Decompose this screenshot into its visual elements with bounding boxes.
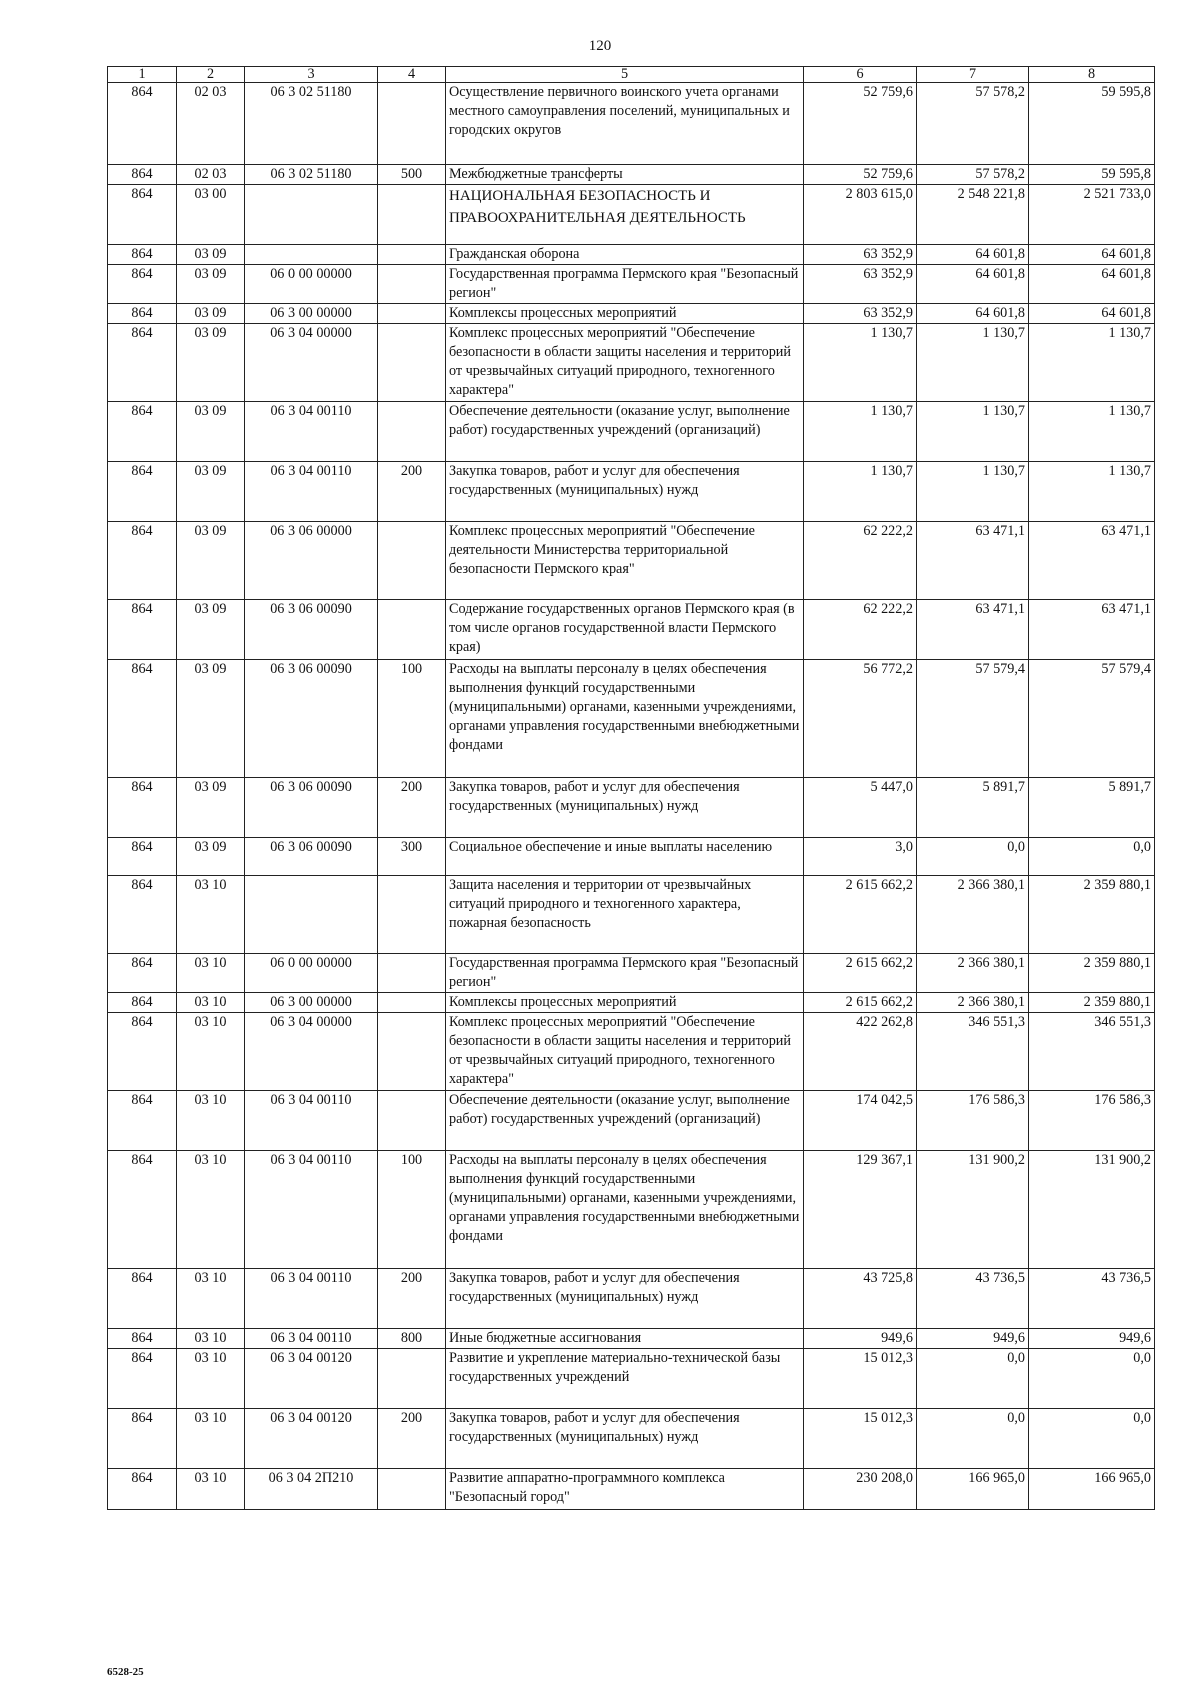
amount-2026-cell: 2 366 380,1 — [917, 876, 1029, 954]
expense-type-code-cell: 100 — [378, 1151, 446, 1269]
publisher-code-cell: 864 — [108, 1409, 177, 1469]
amount-2027-cell: 59 595,8 — [1029, 165, 1155, 185]
amount-2027-cell: 64 601,8 — [1029, 245, 1155, 265]
target-article-code-cell: 06 3 04 00110 — [245, 1269, 378, 1329]
description-cell: Государственная программа Пермского края "Безопасный регион" — [446, 265, 804, 304]
amount-2025-cell: 1 130,7 — [804, 324, 917, 402]
column-header: 1 — [108, 67, 177, 83]
target-article-code-cell: 06 3 06 00090 — [245, 600, 378, 660]
table-row — [108, 778, 1155, 838]
amount-2027-cell: 63 471,1 — [1029, 522, 1155, 600]
description-cell: Закупка товаров, работ и услуг для обеспечения государственных (муниципальных) нужд — [446, 778, 804, 838]
expense-type-code-cell: 800 — [378, 1329, 446, 1349]
section-code-cell: 03 10 — [177, 1349, 245, 1409]
amount-2027-cell: 1 130,7 — [1029, 324, 1155, 402]
publisher-code-cell: 864 — [108, 1349, 177, 1409]
description-cell: Комплекс процессных мероприятий "Обеспечение безопасности в области защиты населения и территорий от чрезвычайных ситуаций природного, техногенного характера" — [446, 1013, 804, 1091]
section-code-cell: 03 10 — [177, 1151, 245, 1269]
table-row — [108, 838, 1155, 876]
section-code-cell: 03 10 — [177, 1469, 245, 1510]
publisher-code-cell: 864 — [108, 304, 177, 324]
amount-2026-cell: 43 736,5 — [917, 1269, 1029, 1329]
section-code-cell: 03 09 — [177, 265, 245, 304]
amount-2027-cell: 5 891,7 — [1029, 778, 1155, 838]
amount-2027-cell: 2 359 880,1 — [1029, 954, 1155, 993]
section-code-cell: 03 00 — [177, 185, 245, 245]
target-article-code-cell — [245, 876, 378, 954]
target-article-code-cell: 06 0 00 00000 — [245, 954, 378, 993]
table-row — [108, 1269, 1155, 1329]
expense-type-code-cell — [378, 954, 446, 993]
amount-2025-cell: 422 262,8 — [804, 1013, 917, 1091]
section-code-cell: 03 09 — [177, 304, 245, 324]
amount-2027-cell: 57 579,4 — [1029, 660, 1155, 778]
column-header: 8 — [1029, 67, 1155, 83]
amount-2025-cell: 15 012,3 — [804, 1409, 917, 1469]
amount-2025-cell: 949,6 — [804, 1329, 917, 1349]
amount-2025-cell: 5 447,0 — [804, 778, 917, 838]
table-row — [108, 462, 1155, 522]
amount-2026-cell: 131 900,2 — [917, 1151, 1029, 1269]
expense-type-code-cell — [378, 402, 446, 462]
target-article-code-cell: 06 3 04 00000 — [245, 1013, 378, 1091]
expense-type-code-cell — [378, 1013, 446, 1091]
section-code-cell: 03 09 — [177, 660, 245, 778]
expense-type-code-cell: 200 — [378, 1409, 446, 1469]
amount-2025-cell: 1 130,7 — [804, 402, 917, 462]
column-header: 3 — [245, 67, 378, 83]
table-row — [108, 1349, 1155, 1409]
publisher-code-cell: 864 — [108, 778, 177, 838]
publisher-code-cell: 864 — [108, 1329, 177, 1349]
amount-2027-cell: 0,0 — [1029, 1349, 1155, 1409]
publisher-code-cell: 864 — [108, 245, 177, 265]
section-code-cell: 03 09 — [177, 838, 245, 876]
column-header: 6 — [804, 67, 917, 83]
amount-2027-cell: 1 130,7 — [1029, 462, 1155, 522]
target-article-code-cell: 06 3 04 00110 — [245, 1151, 378, 1269]
target-article-code-cell: 06 3 04 00110 — [245, 1091, 378, 1151]
description-cell: НАЦИОНАЛЬНАЯ БЕЗОПАСНОСТЬ И ПРАВООХРАНИТЕЛЬНАЯ ДЕЯТЕЛЬНОСТЬ — [446, 185, 804, 245]
amount-2026-cell: 64 601,8 — [917, 245, 1029, 265]
amount-2026-cell: 949,6 — [917, 1329, 1029, 1349]
description-cell: Гражданская оборона — [446, 245, 804, 265]
amount-2026-cell: 57 579,4 — [917, 660, 1029, 778]
amount-2025-cell: 2 615 662,2 — [804, 954, 917, 993]
section-code-cell: 03 09 — [177, 402, 245, 462]
amount-2026-cell: 2 366 380,1 — [917, 954, 1029, 993]
section-code-cell: 03 10 — [177, 876, 245, 954]
table-row — [108, 265, 1155, 304]
target-article-code-cell: 06 3 06 00090 — [245, 838, 378, 876]
table-row — [108, 954, 1155, 993]
amount-2025-cell: 62 222,2 — [804, 600, 917, 660]
amount-2027-cell: 949,6 — [1029, 1329, 1155, 1349]
description-cell: Комплекс процессных мероприятий "Обеспечение деятельности Министерства территориальной безопасности Пермского края" — [446, 522, 804, 600]
table-row — [108, 1329, 1155, 1349]
publisher-code-cell: 864 — [108, 265, 177, 304]
table-row — [108, 522, 1155, 600]
publisher-code-cell: 864 — [108, 1469, 177, 1510]
publisher-code-cell: 864 — [108, 1091, 177, 1151]
table-row — [108, 185, 1155, 245]
publisher-code-cell: 864 — [108, 185, 177, 245]
amount-2027-cell: 176 586,3 — [1029, 1091, 1155, 1151]
expense-type-code-cell — [378, 1091, 446, 1151]
description-cell: Иные бюджетные ассигнования — [446, 1329, 804, 1349]
expense-type-code-cell — [378, 83, 446, 165]
section-code-cell: 03 09 — [177, 778, 245, 838]
section-code-cell: 03 09 — [177, 522, 245, 600]
section-code-cell: 03 10 — [177, 1013, 245, 1091]
target-article-code-cell — [245, 245, 378, 265]
description-cell: Государственная программа Пермского края "Безопасный регион" — [446, 954, 804, 993]
amount-2025-cell: 15 012,3 — [804, 1349, 917, 1409]
publisher-code-cell: 864 — [108, 165, 177, 185]
publisher-code-cell: 864 — [108, 522, 177, 600]
publisher-code-cell: 864 — [108, 660, 177, 778]
description-cell: Закупка товаров, работ и услуг для обеспечения государственных (муниципальных) нужд — [446, 1409, 804, 1469]
table-row — [108, 324, 1155, 402]
table-row — [108, 1091, 1155, 1151]
target-article-code-cell: 06 3 00 00000 — [245, 304, 378, 324]
amount-2025-cell: 2 615 662,2 — [804, 876, 917, 954]
expense-type-code-cell — [378, 876, 446, 954]
table-row — [108, 1469, 1155, 1510]
target-article-code-cell: 06 0 00 00000 — [245, 265, 378, 304]
amount-2025-cell: 2 615 662,2 — [804, 993, 917, 1013]
amount-2027-cell: 0,0 — [1029, 1409, 1155, 1469]
description-cell: Комплекс процессных мероприятий "Обеспечение безопасности в области защиты населения и территорий от чрезвычайных ситуаций природного, техногенного характера" — [446, 324, 804, 402]
description-cell: Закупка товаров, работ и услуг для обеспечения государственных (муниципальных) нужд — [446, 462, 804, 522]
table-row — [108, 876, 1155, 954]
amount-2027-cell: 2 359 880,1 — [1029, 876, 1155, 954]
amount-2026-cell: 5 891,7 — [917, 778, 1029, 838]
expense-type-code-cell — [378, 245, 446, 265]
section-code-cell: 02 03 — [177, 165, 245, 185]
table-row — [108, 1409, 1155, 1469]
section-code-cell: 03 09 — [177, 600, 245, 660]
amount-2026-cell: 63 471,1 — [917, 600, 1029, 660]
expense-type-code-cell: 200 — [378, 462, 446, 522]
description-cell: Расходы на выплаты персоналу в целях обеспечения выполнения функций государственными (муниципальными) органами, казенными учреждениями, органами управления государственными внебюджетными фондами — [446, 660, 804, 778]
table-row — [108, 165, 1155, 185]
expense-type-code-cell — [378, 324, 446, 402]
amount-2025-cell: 56 772,2 — [804, 660, 917, 778]
description-cell: Комплексы процессных мероприятий — [446, 304, 804, 324]
table-row — [108, 1151, 1155, 1269]
amount-2025-cell: 63 352,9 — [804, 245, 917, 265]
target-article-code-cell: 06 3 00 00000 — [245, 993, 378, 1013]
amount-2025-cell: 129 367,1 — [804, 1151, 917, 1269]
target-article-code-cell: 06 3 06 00090 — [245, 778, 378, 838]
target-article-code-cell: 06 3 04 00110 — [245, 462, 378, 522]
description-cell: Межбюджетные трансферты — [446, 165, 804, 185]
expense-type-code-cell — [378, 265, 446, 304]
target-article-code-cell — [245, 185, 378, 245]
amount-2025-cell: 230 208,0 — [804, 1469, 917, 1510]
target-article-code-cell: 06 3 06 00090 — [245, 660, 378, 778]
column-header: 4 — [378, 67, 446, 83]
table-row — [108, 1013, 1155, 1091]
column-header: 5 — [446, 67, 804, 83]
amount-2025-cell: 43 725,8 — [804, 1269, 917, 1329]
expense-type-code-cell — [378, 1469, 446, 1510]
publisher-code-cell: 864 — [108, 462, 177, 522]
description-cell: Развитие и укрепление материально-технической базы государственных учреждений — [446, 1349, 804, 1409]
amount-2027-cell: 131 900,2 — [1029, 1151, 1155, 1269]
amount-2027-cell: 346 551,3 — [1029, 1013, 1155, 1091]
amount-2025-cell: 1 130,7 — [804, 462, 917, 522]
target-article-code-cell: 06 3 04 00120 — [245, 1409, 378, 1469]
amount-2025-cell: 63 352,9 — [804, 265, 917, 304]
publisher-code-cell: 864 — [108, 1151, 177, 1269]
amount-2026-cell: 0,0 — [917, 1349, 1029, 1409]
publisher-code-cell: 864 — [108, 324, 177, 402]
description-cell: Комплексы процессных мероприятий — [446, 993, 804, 1013]
amount-2026-cell: 57 578,2 — [917, 165, 1029, 185]
amount-2027-cell: 43 736,5 — [1029, 1269, 1155, 1329]
amount-2026-cell: 176 586,3 — [917, 1091, 1029, 1151]
target-article-code-cell: 06 3 06 00000 — [245, 522, 378, 600]
publisher-code-cell: 864 — [108, 1269, 177, 1329]
expense-type-code-cell: 100 — [378, 660, 446, 778]
budget-table — [107, 66, 1155, 1510]
description-cell: Содержание государственных органов Пермского края (в том числе органов государственной власти Пермского края) — [446, 600, 804, 660]
description-cell: Осуществление первичного воинского учета органами местного самоуправления поселений, муниципальных и городских округов — [446, 83, 804, 165]
amount-2026-cell: 64 601,8 — [917, 265, 1029, 304]
amount-2026-cell: 64 601,8 — [917, 304, 1029, 324]
amount-2025-cell: 2 803 615,0 — [804, 185, 917, 245]
amount-2027-cell: 64 601,8 — [1029, 304, 1155, 324]
section-code-cell: 03 09 — [177, 462, 245, 522]
target-article-code-cell: 06 3 04 00110 — [245, 402, 378, 462]
target-article-code-cell: 06 3 02 51180 — [245, 165, 378, 185]
page-number: 120 — [588, 38, 612, 54]
publisher-code-cell: 864 — [108, 1013, 177, 1091]
amount-2027-cell: 1 130,7 — [1029, 402, 1155, 462]
description-cell: Расходы на выплаты персоналу в целях обеспечения выполнения функций государственными (муниципальными) органами, казенными учреждениями, органами управления государственными внебюджетными фондами — [446, 1151, 804, 1269]
amount-2026-cell: 1 130,7 — [917, 402, 1029, 462]
amount-2025-cell: 52 759,6 — [804, 165, 917, 185]
amount-2025-cell: 174 042,5 — [804, 1091, 917, 1151]
column-header: 7 — [917, 67, 1029, 83]
target-article-code-cell: 06 3 04 00000 — [245, 324, 378, 402]
publisher-code-cell: 864 — [108, 876, 177, 954]
expense-type-code-cell — [378, 522, 446, 600]
expense-type-code-cell — [378, 1349, 446, 1409]
amount-2027-cell: 63 471,1 — [1029, 600, 1155, 660]
table-row — [108, 600, 1155, 660]
amount-2026-cell: 57 578,2 — [917, 83, 1029, 165]
table-row — [108, 402, 1155, 462]
publisher-code-cell: 864 — [108, 83, 177, 165]
column-header: 2 — [177, 67, 245, 83]
expense-type-code-cell: 200 — [378, 1269, 446, 1329]
section-code-cell: 03 10 — [177, 1329, 245, 1349]
section-code-cell: 03 09 — [177, 324, 245, 402]
expense-type-code-cell — [378, 600, 446, 660]
expense-type-code-cell: 300 — [378, 838, 446, 876]
amount-2027-cell: 0,0 — [1029, 838, 1155, 876]
table-row — [108, 304, 1155, 324]
footer-code: 6528-25 — [107, 1666, 144, 1678]
publisher-code-cell: 864 — [108, 993, 177, 1013]
expense-type-code-cell — [378, 993, 446, 1013]
table-row — [108, 83, 1155, 165]
amount-2026-cell: 1 130,7 — [917, 324, 1029, 402]
description-cell: Социальное обеспечение и иные выплаты населению — [446, 838, 804, 876]
amount-2025-cell: 62 222,2 — [804, 522, 917, 600]
amount-2026-cell: 2 366 380,1 — [917, 993, 1029, 1013]
table-header-row — [108, 67, 1155, 83]
amount-2027-cell: 2 359 880,1 — [1029, 993, 1155, 1013]
amount-2025-cell: 52 759,6 — [804, 83, 917, 165]
publisher-code-cell: 864 — [108, 402, 177, 462]
section-code-cell: 03 10 — [177, 1091, 245, 1151]
amount-2027-cell: 64 601,8 — [1029, 265, 1155, 304]
table-row — [108, 993, 1155, 1013]
target-article-code-cell: 06 3 04 00110 — [245, 1329, 378, 1349]
section-code-cell: 03 10 — [177, 993, 245, 1013]
expense-type-code-cell: 200 — [378, 778, 446, 838]
publisher-code-cell: 864 — [108, 838, 177, 876]
amount-2026-cell: 2 548 221,8 — [917, 185, 1029, 245]
description-cell: Защита населения и территории от чрезвычайных ситуаций природного и техногенного характера, пожарная безопасность — [446, 876, 804, 954]
expense-type-code-cell — [378, 185, 446, 245]
section-code-cell: 02 03 — [177, 83, 245, 165]
expense-type-code-cell — [378, 304, 446, 324]
description-cell: Закупка товаров, работ и услуг для обеспечения государственных (муниципальных) нужд — [446, 1269, 804, 1329]
amount-2025-cell: 3,0 — [804, 838, 917, 876]
publisher-code-cell: 864 — [108, 954, 177, 993]
amount-2026-cell: 0,0 — [917, 838, 1029, 876]
target-article-code-cell: 06 3 04 00120 — [245, 1349, 378, 1409]
amount-2027-cell: 166 965,0 — [1029, 1469, 1155, 1510]
section-code-cell: 03 10 — [177, 1409, 245, 1469]
amount-2026-cell: 1 130,7 — [917, 462, 1029, 522]
description-cell: Обеспечение деятельности (оказание услуг, выполнение работ) государственных учреждений (организаций) — [446, 1091, 804, 1151]
amount-2026-cell: 0,0 — [917, 1409, 1029, 1469]
section-code-cell: 03 10 — [177, 1269, 245, 1329]
target-article-code-cell: 06 3 04 2П210 — [245, 1469, 378, 1510]
section-code-cell: 03 09 — [177, 245, 245, 265]
amount-2026-cell: 346 551,3 — [917, 1013, 1029, 1091]
amount-2027-cell: 59 595,8 — [1029, 83, 1155, 165]
description-cell: Обеспечение деятельности (оказание услуг, выполнение работ) государственных учреждений (организаций) — [446, 402, 804, 462]
publisher-code-cell: 864 — [108, 600, 177, 660]
target-article-code-cell: 06 3 02 51180 — [245, 83, 378, 165]
table-row — [108, 660, 1155, 778]
amount-2027-cell: 2 521 733,0 — [1029, 185, 1155, 245]
amount-2026-cell: 166 965,0 — [917, 1469, 1029, 1510]
description-cell: Развитие аппаратно-программного комплекса "Безопасный город" — [446, 1469, 804, 1510]
expense-type-code-cell: 500 — [378, 165, 446, 185]
table-row — [108, 245, 1155, 265]
section-code-cell: 03 10 — [177, 954, 245, 993]
amount-2026-cell: 63 471,1 — [917, 522, 1029, 600]
amount-2025-cell: 63 352,9 — [804, 304, 917, 324]
